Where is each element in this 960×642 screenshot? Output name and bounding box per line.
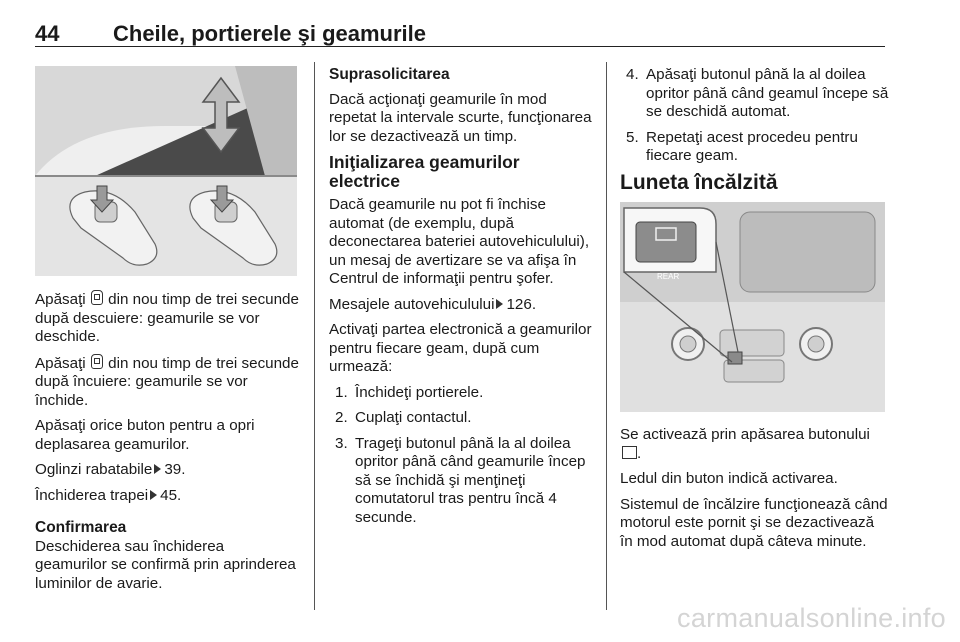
ref-sunroof: Închiderea trapei 45. xyxy=(35,486,182,504)
watermark: carmanualsonline.info xyxy=(677,603,946,633)
page-header xyxy=(35,20,885,47)
list-item: 3. Trageţi butonul până la al doilea opritor până când geamurile încep să se închidă şi menţineţi comutatorul tras pentru încă 4 secunde. xyxy=(335,434,586,526)
ref-vehicle-messages: Mesajele autovehiculului 126. xyxy=(329,295,537,313)
overload-heading: Suprasolicitarea xyxy=(329,66,450,83)
paragraph-unlock: Apăsaţi din nou timp de trei secunde după descuiere: geamurile se vor deschide. xyxy=(35,291,299,345)
activate-text: Activaţi partea electronică a geamurilor pentru fiecare geam, după cum urmează: xyxy=(329,321,592,375)
page-ref-icon xyxy=(154,464,161,474)
list-item: 5. Repetaţi acest procedeu pentru fiecare geam. xyxy=(626,128,858,164)
rear-defroster-heading: Luneta încălzită xyxy=(620,170,778,194)
list-item: 4. Apăsaţi butonul până la al doilea opritor până când geamul începe să se deschidă automat. xyxy=(626,66,889,120)
rear-defroster-activate: Se activează prin apăsarea butonului . xyxy=(620,426,870,462)
rear-defroster-auto-off: Sistemul de încălzire funcţionează când motorul este pornit şi se dezactivează în mod automat după câteva minute. xyxy=(620,495,888,550)
overload-text: Dacă acţionaţi geamurile în mod repetat la intervale scurte, funcţionarea lor se dezactivează un timp. xyxy=(329,90,592,145)
confirm-text: Deschiderea sau închiderea geamurilor se confirmă prin aprinderea luminilor de avarie. xyxy=(35,537,296,592)
rear-defroster-led: Ledul din buton indică activarea. xyxy=(620,470,838,487)
page-ref-icon xyxy=(496,299,503,309)
ref-folding-mirrors: Oglinzi rabatabile 39. xyxy=(35,461,186,478)
column-divider xyxy=(606,62,607,610)
rear-button-label: REAR xyxy=(657,272,680,281)
paragraph-stop: Apăsaţi orice buton pentru a opri deplasarea geamurilor. xyxy=(35,417,255,453)
list-item: 2. Cuplaţi contactul. xyxy=(335,409,472,426)
init-heading: Iniţializarea geamurilor electrice xyxy=(329,152,520,191)
unlock-key-icon xyxy=(91,290,103,305)
confirm-heading: Confirmarea xyxy=(35,519,127,536)
list-item: 1. Închideţi portierele. xyxy=(335,383,484,401)
chapter-title: Cheile, portierele şi geamurile xyxy=(113,21,427,46)
paragraph-lock: Apăsaţi din nou timp de trei secunde după încuiere: geamurile se vor închide. xyxy=(35,354,299,409)
init-steps-list xyxy=(329,384,594,528)
page-number: 44 xyxy=(35,21,60,46)
init-text: Dacă geamurile nu pot fi închise automat (de exemplu, după deconectarea bateriei autovehiculului), un mesaj de avertizare se va afişa în Centrul de informaţii pentru şofer. xyxy=(329,196,590,287)
rear-defrost-icon xyxy=(622,446,637,459)
column-middle xyxy=(329,66,594,534)
lock-key-icon xyxy=(91,354,103,369)
page-ref-icon xyxy=(150,490,157,500)
window-key-illustration xyxy=(35,66,297,276)
column-left xyxy=(35,66,300,600)
center-console-illustration xyxy=(620,202,885,412)
init-steps-list-continued xyxy=(620,66,890,166)
column-right xyxy=(620,66,890,558)
column-divider xyxy=(314,62,315,610)
